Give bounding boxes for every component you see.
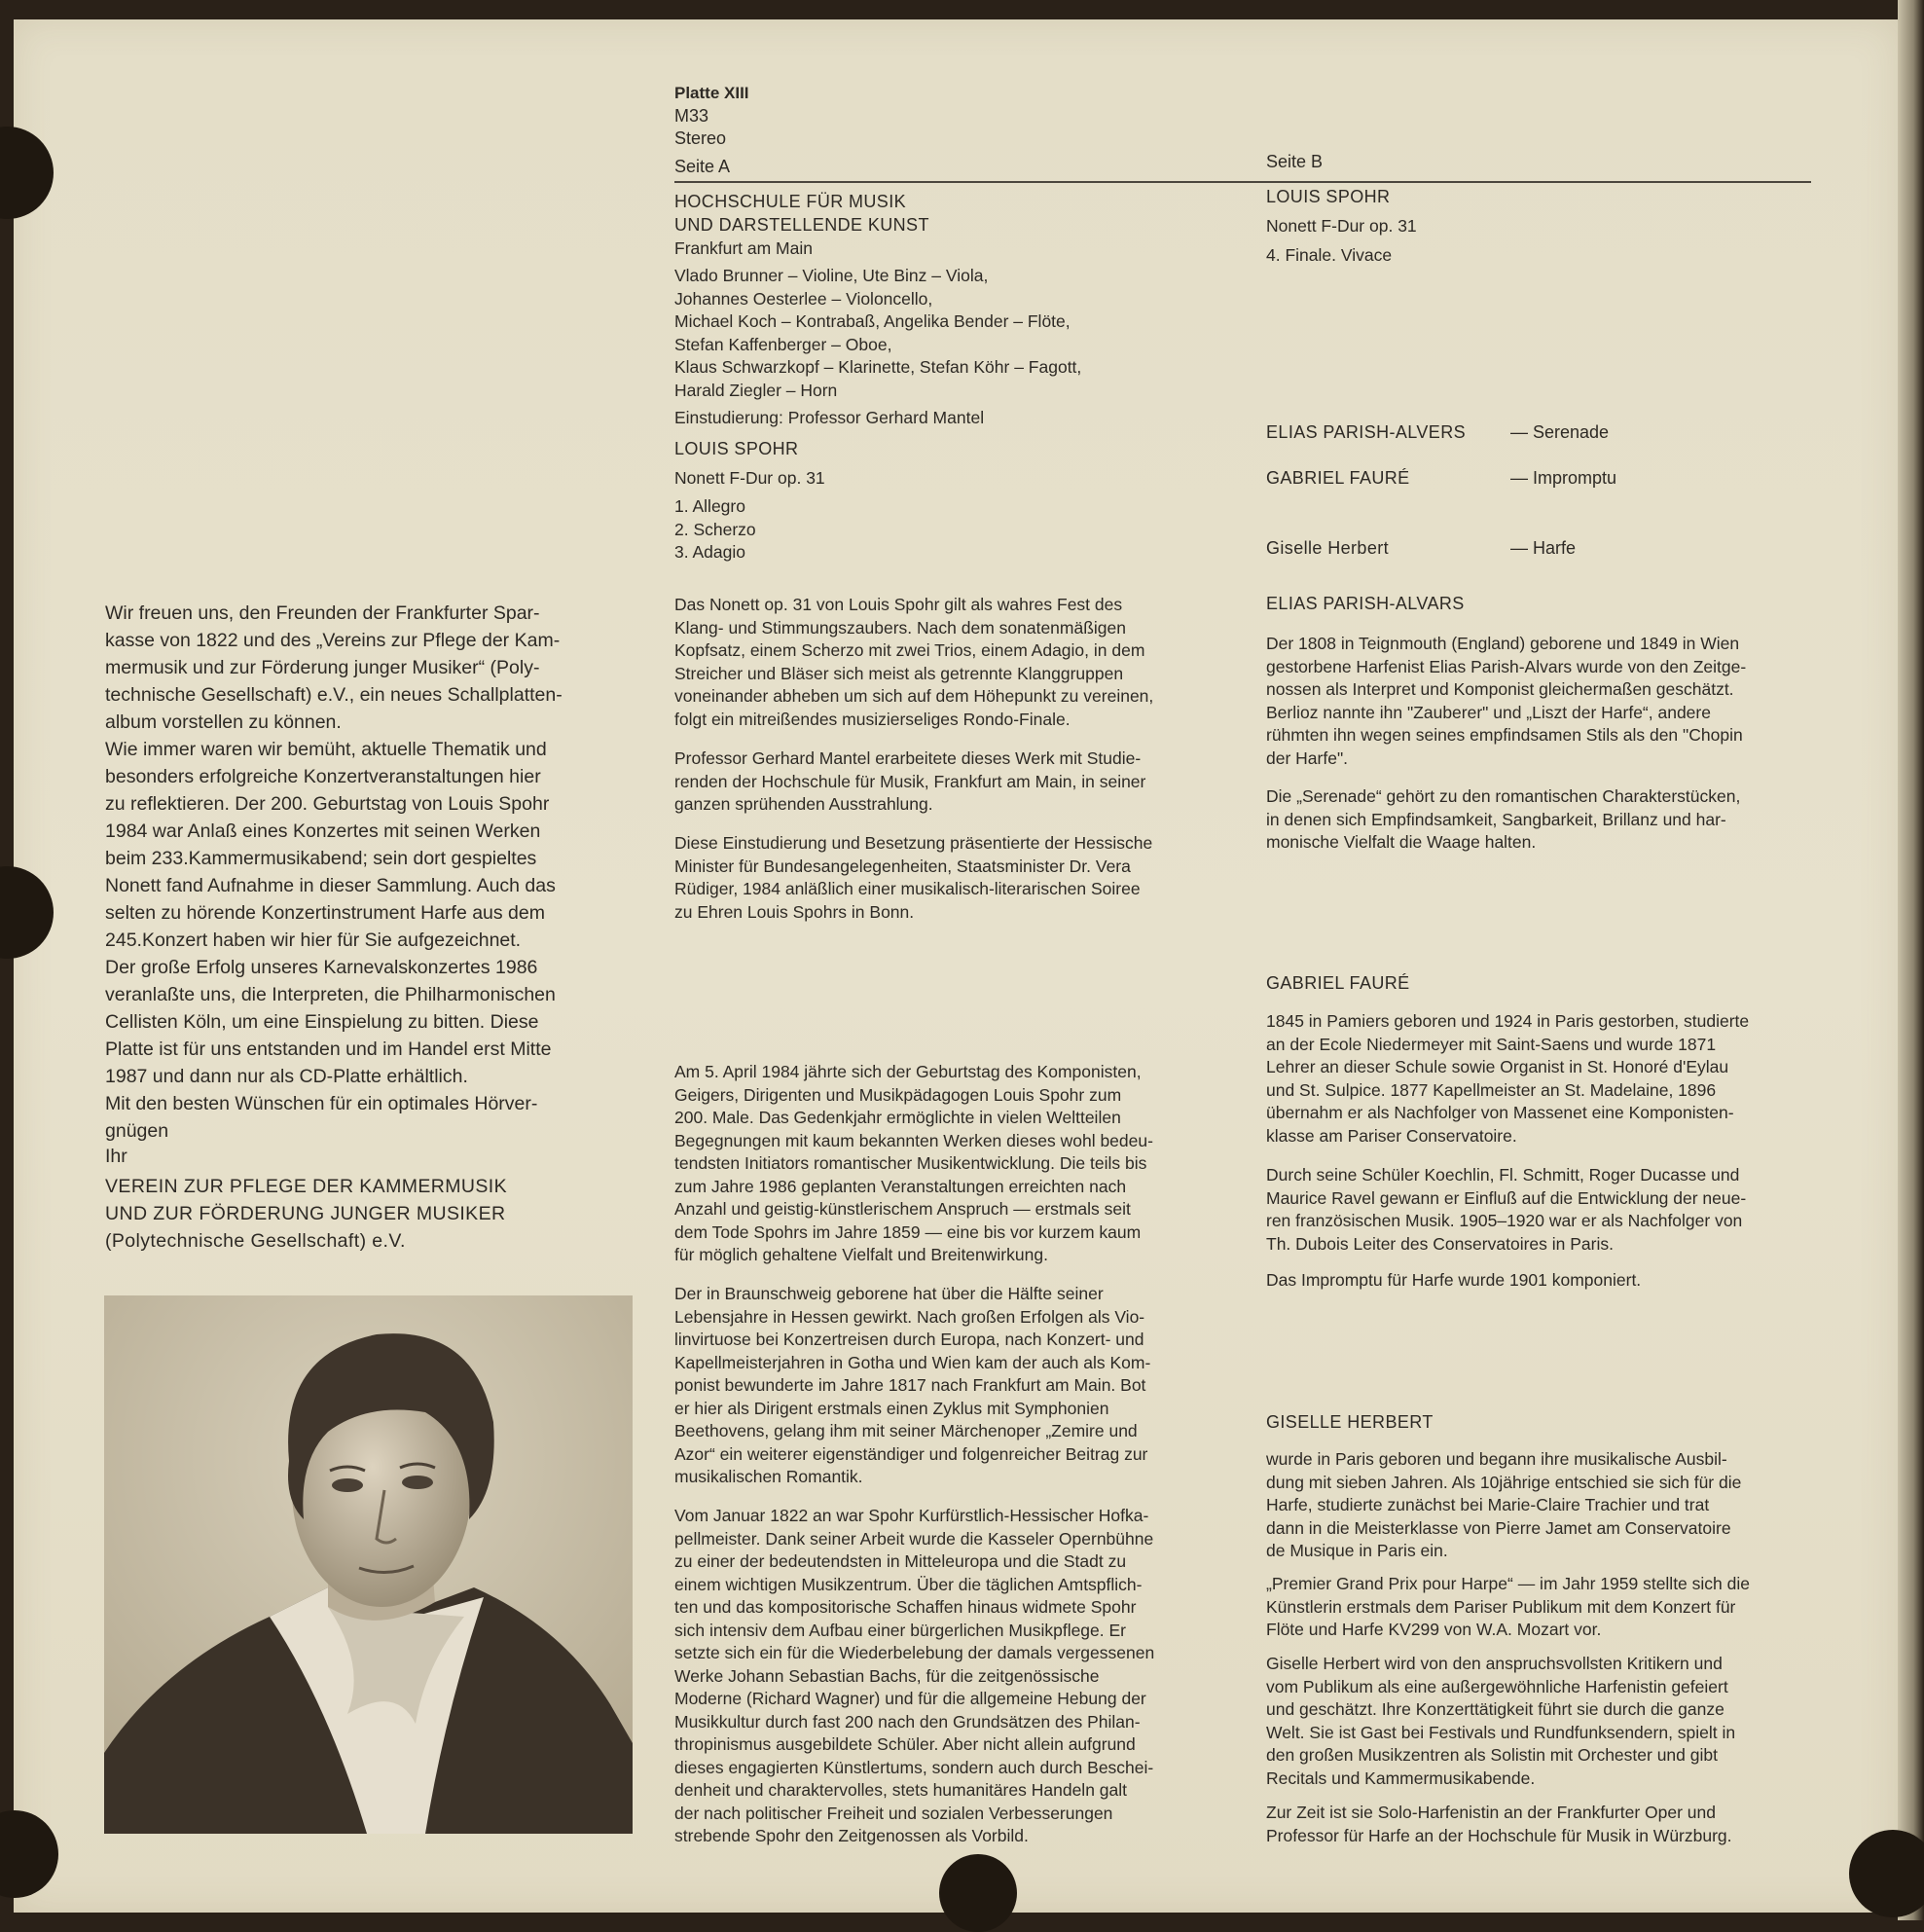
- platte-label: Platte XIII: [674, 84, 749, 102]
- text-line: Der 1808 in Teignmouth (England) geborene und 1849 in Wien: [1266, 634, 1740, 653]
- catalog-code: M33: [674, 106, 709, 126]
- intro-line: besonders erfolgreiche Konzertveranstaltungen hier: [105, 766, 541, 787]
- performer-line: Johannes Oesterlee – Violoncello,: [674, 288, 933, 309]
- text-line: Lebensjahre in Hessen gewirkt. Nach großen Erfolgen als Vio-: [674, 1306, 1145, 1327]
- text-line: Am 5. April 1984 jährte sich der Geburtstag des Komponisten,: [674, 1062, 1142, 1081]
- text-line: Die „Serenade“ gehört zu den romantischen Charakterstücken,: [1266, 786, 1741, 806]
- text-line: Werke Johann Sebastian Bachs, für die zeitgenössische: [674, 1665, 1100, 1686]
- text-line: den großen Musikzentren als Solistin mit Orchester und gibt: [1266, 1745, 1718, 1765]
- faure-heading: GABRIEL FAURÉ: [1266, 973, 1410, 993]
- intro-line: 245.Konzert haben wir hier für Sie aufgezeichnet.: [105, 930, 522, 951]
- movement-item: 1. Allegro: [674, 496, 745, 516]
- intro-text: [105, 600, 650, 1145]
- text-line: gestorbene Harfenist Elias Parish-Alvars wurde von den Zeitge-: [1266, 656, 1747, 676]
- text-line: monische Vielfalt die Waage halten.: [1266, 832, 1537, 852]
- text-line: einem wichtigen Musikzentrum. Über die täglichen Amtspflich-: [674, 1574, 1143, 1594]
- signature-line: VEREIN ZUR PFLEGE DER KAMMERMUSIK: [105, 1176, 508, 1197]
- spohr-bio-2: [674, 1283, 1150, 1489]
- text-line: Maurice Ravel gewann er Einfluß auf die Entwicklung der neue-: [1266, 1187, 1747, 1208]
- text-line: Geigers, Dirigenten und Musikpädagogen Louis Spohr zum: [674, 1084, 1122, 1105]
- text-line: Th. Dubois Leiter des Conservatoires in Paris.: [1266, 1233, 1614, 1254]
- text-line: übernahm er als Nachfolger von Massenet eine Komponisten-: [1266, 1103, 1734, 1122]
- text-line: Berlioz nannte ihn "Zauberer" und „Liszt der Harfe“, andere: [1266, 702, 1711, 722]
- side-a-work: Nonett F-Dur op. 31: [674, 468, 825, 488]
- intro-line: Der große Erfolg unseres Karnevalskonzertes 1986: [105, 957, 538, 978]
- text-line: Harfe, studierte zunächst bei Marie-Claire Trachier und trat: [1266, 1495, 1710, 1514]
- side-a-notes-2: [674, 747, 1145, 817]
- intro-line: Platte ist für uns entstanden und im Handel erst Mitte: [105, 1039, 552, 1060]
- side-a-notes-1: [674, 594, 1153, 731]
- text-line: Anzahl und geistig-künstlerischem Anspruch — erstmals seit: [674, 1199, 1131, 1219]
- text-line: thropinismus ausgebildete Schüler. Aber nicht allein aufgrund: [674, 1734, 1136, 1754]
- text-line: 200. Male. Das Gedenkjahr ermöglichte in vielen Weltteilen: [674, 1108, 1121, 1127]
- text-line: Der in Braunschweig geborene hat über die Hälfte seiner: [674, 1284, 1104, 1303]
- movement-item: 3. Adagio: [674, 542, 745, 562]
- text-line: wurde in Paris geboren und begann ihre musikalische Ausbil-: [1266, 1449, 1727, 1469]
- text-line: zum Jahre 1986 geplanten Veranstaltungen erreichten nach: [674, 1176, 1127, 1196]
- text-line: an der Ecole Niedermeyer mit Saint-Saens und wurde 1871: [1266, 1034, 1717, 1054]
- seite-a-label: Seite A: [674, 157, 731, 176]
- text-line: in denen sich Empfindsamkeit, Sangbarkeit, Brillanz und har-: [1266, 809, 1726, 829]
- side-a-city: Frankfurt am Main: [674, 238, 813, 258]
- text-line: musikalischen Romantik.: [674, 1467, 863, 1486]
- spohr-bio-3: [674, 1505, 1154, 1848]
- text-line: ren französischen Musik. 1905–1920 war er als Nachfolger von: [1266, 1211, 1743, 1230]
- text-line: Musikkultur durch fast 200 nach den Grundsätzen des Philan-: [674, 1711, 1141, 1732]
- intro-signature: [105, 1173, 650, 1255]
- intro-line: album vorstellen zu können.: [105, 711, 342, 733]
- herbert-text-4: [1266, 1802, 1732, 1847]
- text-line: 1845 in Pamiers geboren und 1924 in Paris gestorben, studierte: [1266, 1011, 1750, 1031]
- text-line: renden der Hochschule für Musik, Frankfurt am Main, in seiner: [674, 771, 1146, 791]
- text-line: linvirtuose bei Konzertreisen durch Europa, nach Konzert- und: [674, 1330, 1144, 1349]
- text-line: voneinander abheben um sich auf dem Höhepunkt zu vereinen,: [674, 686, 1154, 706]
- text-line: zu einer der bedeutendsten in Mitteleuropa und die Stadt zu: [674, 1551, 1127, 1571]
- spohr-bio-1: [674, 1061, 1153, 1267]
- intro-line: technische Gesellschaft) e.V., ein neues Schallplatten-: [105, 684, 563, 706]
- text-line: und geschätzt. Ihre Konzerttätigkeit führt sie durch die ganze: [1266, 1699, 1724, 1719]
- text-line: de Musique in Paris ein.: [1266, 1541, 1448, 1560]
- text-line: Künstlerin erstmals dem Pariser Publikum mit dem Konzert für: [1266, 1596, 1736, 1617]
- herbert-heading: GISELLE HERBERT: [1266, 1412, 1434, 1432]
- text-line: ponist bewunderte im Jahre 1817 nach Frankfurt am Main. Bot: [674, 1375, 1146, 1395]
- herbert-text-3: [1266, 1653, 1735, 1790]
- faure-text-1: [1266, 1010, 1749, 1148]
- herbert-text-2: [1266, 1573, 1750, 1642]
- text-line: Welt. Sie ist Gast bei Festivals und Rundfunksendern, spielt in: [1266, 1722, 1736, 1742]
- text-line: Flöte und Harfe KV299 von W.A. Mozart vor.: [1266, 1620, 1602, 1639]
- text-line: ganzen sprühenden Ausstrahlung.: [674, 794, 933, 814]
- text-line: der nach politischer Freiheit und sozialen Verbesserungen: [674, 1803, 1113, 1823]
- intro-line: 1987 und dann nur als CD-Platte erhältlich.: [105, 1066, 468, 1087]
- performer-line: Vlado Brunner – Violine, Ute Binz – Viola,: [674, 266, 989, 285]
- text-line: Vom Januar 1822 an war Spohr Kurfürstlich-Hessischer Hofka-: [674, 1506, 1149, 1525]
- header-rule: [674, 181, 1811, 183]
- intro-line: Cellisten Köln, um eine Einspielung zu bitten. Diese: [105, 1011, 539, 1033]
- parish-text-1: [1266, 633, 1746, 770]
- intro-line: Nonett fand Aufnahme in dieser Sammlung. Auch das: [105, 875, 556, 896]
- faure-text-3: Das Impromptu für Harfe wurde 1901 komponiert.: [1266, 1270, 1642, 1290]
- text-line: Professor Gerhard Mantel erarbeitete dieses Werk mit Studie-: [674, 748, 1142, 768]
- side-a-performers: [674, 265, 1081, 402]
- side-a-einstudierung: Einstudierung: Professor Gerhard Mantel: [674, 408, 985, 427]
- text-line: Durch seine Schüler Koechlin, Fl. Schmitt, Roger Ducasse und: [1266, 1165, 1740, 1185]
- text-line: Beethovens, gelang ihm mit seiner Märchenoper „Zemire und: [674, 1421, 1138, 1440]
- sleeve-fold: [1898, 0, 1924, 1920]
- stereo-label: Stereo: [674, 128, 727, 148]
- text-line: der Harfe".: [1266, 747, 1349, 768]
- signature-line: UND ZUR FÖRDERUNG JUNGER MUSIKER: [105, 1203, 506, 1224]
- text-line: Streicher und Bläser sich meist als getrennte Klanggruppen: [674, 663, 1124, 683]
- side-b-work: Nonett F-Dur op. 31: [1266, 216, 1417, 236]
- text-line: sich intensiv dem Aufbau einer bürgerlichen Musikpflege. Er: [674, 1620, 1126, 1640]
- text-line: Zur Zeit ist sie Solo-Harfenistin an der Frankfurter Oper und: [1266, 1803, 1716, 1822]
- parish-text-2: [1266, 785, 1740, 855]
- performer-line: Klaus Schwarzkopf – Klarinette, Stefan Köhr – Fagott,: [674, 357, 1082, 377]
- intro-ihr: Ihr: [105, 1146, 127, 1167]
- institution-line: HOCHSCHULE FÜR MUSIK: [674, 192, 907, 211]
- intro-line: veranlaßte uns, die Interpreten, die Philharmonischen: [105, 984, 556, 1005]
- side-a-institution: [674, 190, 929, 237]
- text-line: Moderne (Richard Wagner) und für die allgemeine Hebung der: [674, 1689, 1146, 1708]
- text-line: Rüdiger, 1984 anläßlich einer musikalisch-literarischen Soiree: [674, 879, 1141, 898]
- text-line: Klang- und Stimmungszaubers. Nach dem sonatenmäßigen: [674, 617, 1126, 638]
- intro-line: kasse von 1822 und des „Vereins zur Pflege der Kam-: [105, 630, 561, 651]
- text-line: nossen als Interpret und Komponist gleichermaßen geschätzt.: [1266, 679, 1734, 699]
- text-line: er hier als Dirigent erstmals einen Zyklus mit Symphonien: [674, 1398, 1109, 1418]
- intro-line: mermusik und zur Förderung junger Musiker“ (Poly-: [105, 657, 540, 678]
- intro-line: zu reflektieren. Der 200. Geburtstag von Louis Spohr: [105, 793, 550, 815]
- movement-item: 2. Scherzo: [674, 519, 756, 539]
- text-line: Kapellmeisterjahren in Gotha und Wien kam der auch als Kom-: [674, 1352, 1151, 1372]
- text-line: Begegnungen mit kaum bekannten Werken dieses wohl bedeu-: [674, 1130, 1153, 1150]
- side-b-composer: LOUIS SPOHR: [1266, 187, 1391, 206]
- track-name: GABRIEL FAURÉ: [1266, 468, 1410, 488]
- text-line: Das Nonett op. 31 von Louis Spohr gilt als wahres Fest des: [674, 595, 1123, 614]
- text-line: Azor“ ein weiterer eigenständiger und folgenreicher Beitrag zur: [674, 1443, 1148, 1464]
- seite-b-label: Seite B: [1266, 152, 1324, 171]
- text-line: „Premier Grand Prix pour Harpe“ — im Jahr 1959 stellte sich die: [1266, 1574, 1750, 1593]
- text-line: dem Tode Spohrs im Jahre 1859 — eine bis vor kurzem kaum: [674, 1221, 1142, 1242]
- text-line: Diese Einstudierung und Besetzung präsentierte der Hessische: [674, 833, 1153, 853]
- text-line: Kopfsatz, einem Scherzo mit zwei Trios, einem Adagio, in dem: [674, 640, 1145, 660]
- text-line: dung mit sieben Jahren. Als 10jährige entschied sie sich für die: [1266, 1472, 1742, 1492]
- text-line: klasse am Pariser Conservatoire.: [1266, 1125, 1517, 1146]
- signature-line: (Polytechnische Gesellschaft) e.V.: [105, 1230, 406, 1252]
- parish-heading: ELIAS PARISH-ALVARS: [1266, 594, 1465, 613]
- performer-line: Harald Ziegler – Horn: [674, 380, 838, 400]
- text-line: setzte sich ein für die Wiederbelebung der damals vergessenen: [674, 1643, 1155, 1662]
- louis-spohr-portrait: [104, 1295, 633, 1834]
- faure-text-2: [1266, 1164, 1746, 1256]
- text-line: für möglich gehaltene Vielfalt und Breitenwirkung.: [674, 1245, 1048, 1264]
- text-line: Professor für Harfe an der Hochschule für Musik in Würzburg.: [1266, 1825, 1732, 1845]
- text-line: Minister für Bundesangelegenheiten, Staatsminister Dr. Vera: [674, 856, 1131, 876]
- track-name: ELIAS PARISH-ALVERS: [1266, 422, 1467, 442]
- text-line: zu Ehren Louis Spohrs in Bonn.: [674, 901, 915, 922]
- institution-line: UND DARSTELLENDE KUNST: [674, 215, 929, 235]
- text-line: und St. Sulpice. 1877 Kapellmeister an St. Madelaine, 1896: [1266, 1079, 1717, 1100]
- track-piece: — Impromptu: [1510, 468, 1617, 488]
- track-name: Giselle Herbert: [1266, 538, 1390, 558]
- text-line: dieses engagierten Künstlertums, sondern auch durch Beschei-: [674, 1757, 1154, 1777]
- text-line: pellmeister. Dank seiner Arbeit wurde die Kasseler Opernbühne: [674, 1528, 1154, 1549]
- text-line: tendsten Initiators romantischer Musikentwicklung. Die teils bis: [674, 1153, 1147, 1173]
- intro-line: selten zu hörende Konzertinstrument Harfe aus dem: [105, 902, 545, 924]
- side-a-movements: [674, 495, 756, 565]
- binder-hole: [939, 1854, 1017, 1932]
- text-line: denheit und charaktervolles, stets humanitäres Handeln galt: [674, 1780, 1127, 1800]
- side-a-notes-3: [674, 832, 1152, 924]
- performer-line: Stefan Kaffenberger – Oboe,: [674, 334, 892, 354]
- text-line: strebende Spohr den Zeitgenossen als Vorbild.: [674, 1826, 1029, 1845]
- side-a-composer: LOUIS SPOHR: [674, 439, 799, 458]
- track-piece: — Harfe: [1510, 538, 1577, 558]
- intro-line: beim 233.Kammermusikabend; sein dort gespieltes: [105, 848, 537, 869]
- text-line: dann in die Meisterklasse von Pierre Jamet am Conservatoire: [1266, 1517, 1731, 1538]
- side-b-movement: 4. Finale. Vivace: [1266, 245, 1393, 265]
- intro-line: Wir freuen uns, den Freunden der Frankfurter Spar-: [105, 602, 540, 624]
- text-line: rühmten ihn wegen seines empfindsamen Stils als den "Chopin: [1266, 725, 1743, 745]
- text-line: ten und das kompositorische Schaffen hinaus widmete Spohr: [674, 1597, 1137, 1617]
- herbert-text-1: [1266, 1448, 1741, 1563]
- performer-line: Michael Koch – Kontrabaß, Angelika Bender – Flöte,: [674, 311, 1071, 331]
- text-line: folgt ein mitreißendes musizierseliges Rondo-Finale.: [674, 709, 1071, 729]
- text-line: Lehrer an dieser Schule sowie Organist in St. Honoré d'Eylau: [1266, 1057, 1729, 1076]
- text-line: Recitals und Kammermusikabende.: [1266, 1768, 1536, 1788]
- intro-line: 1984 war Anlaß eines Konzertes mit seinen Werken: [105, 820, 541, 842]
- text-line: vom Publikum als eine außergewöhnliche Harfenistin gefeiert: [1266, 1676, 1728, 1696]
- text-line: Giselle Herbert wird von den anspruchsvollsten Kritikern und: [1266, 1654, 1723, 1673]
- intro-line: Wie immer waren wir bemüht, aktuelle Thematik und: [105, 739, 547, 760]
- intro-line: gnügen: [105, 1120, 169, 1142]
- intro-line: Mit den besten Wünschen für ein optimales Hörver-: [105, 1093, 538, 1114]
- track-piece: — Serenade: [1510, 422, 1610, 442]
